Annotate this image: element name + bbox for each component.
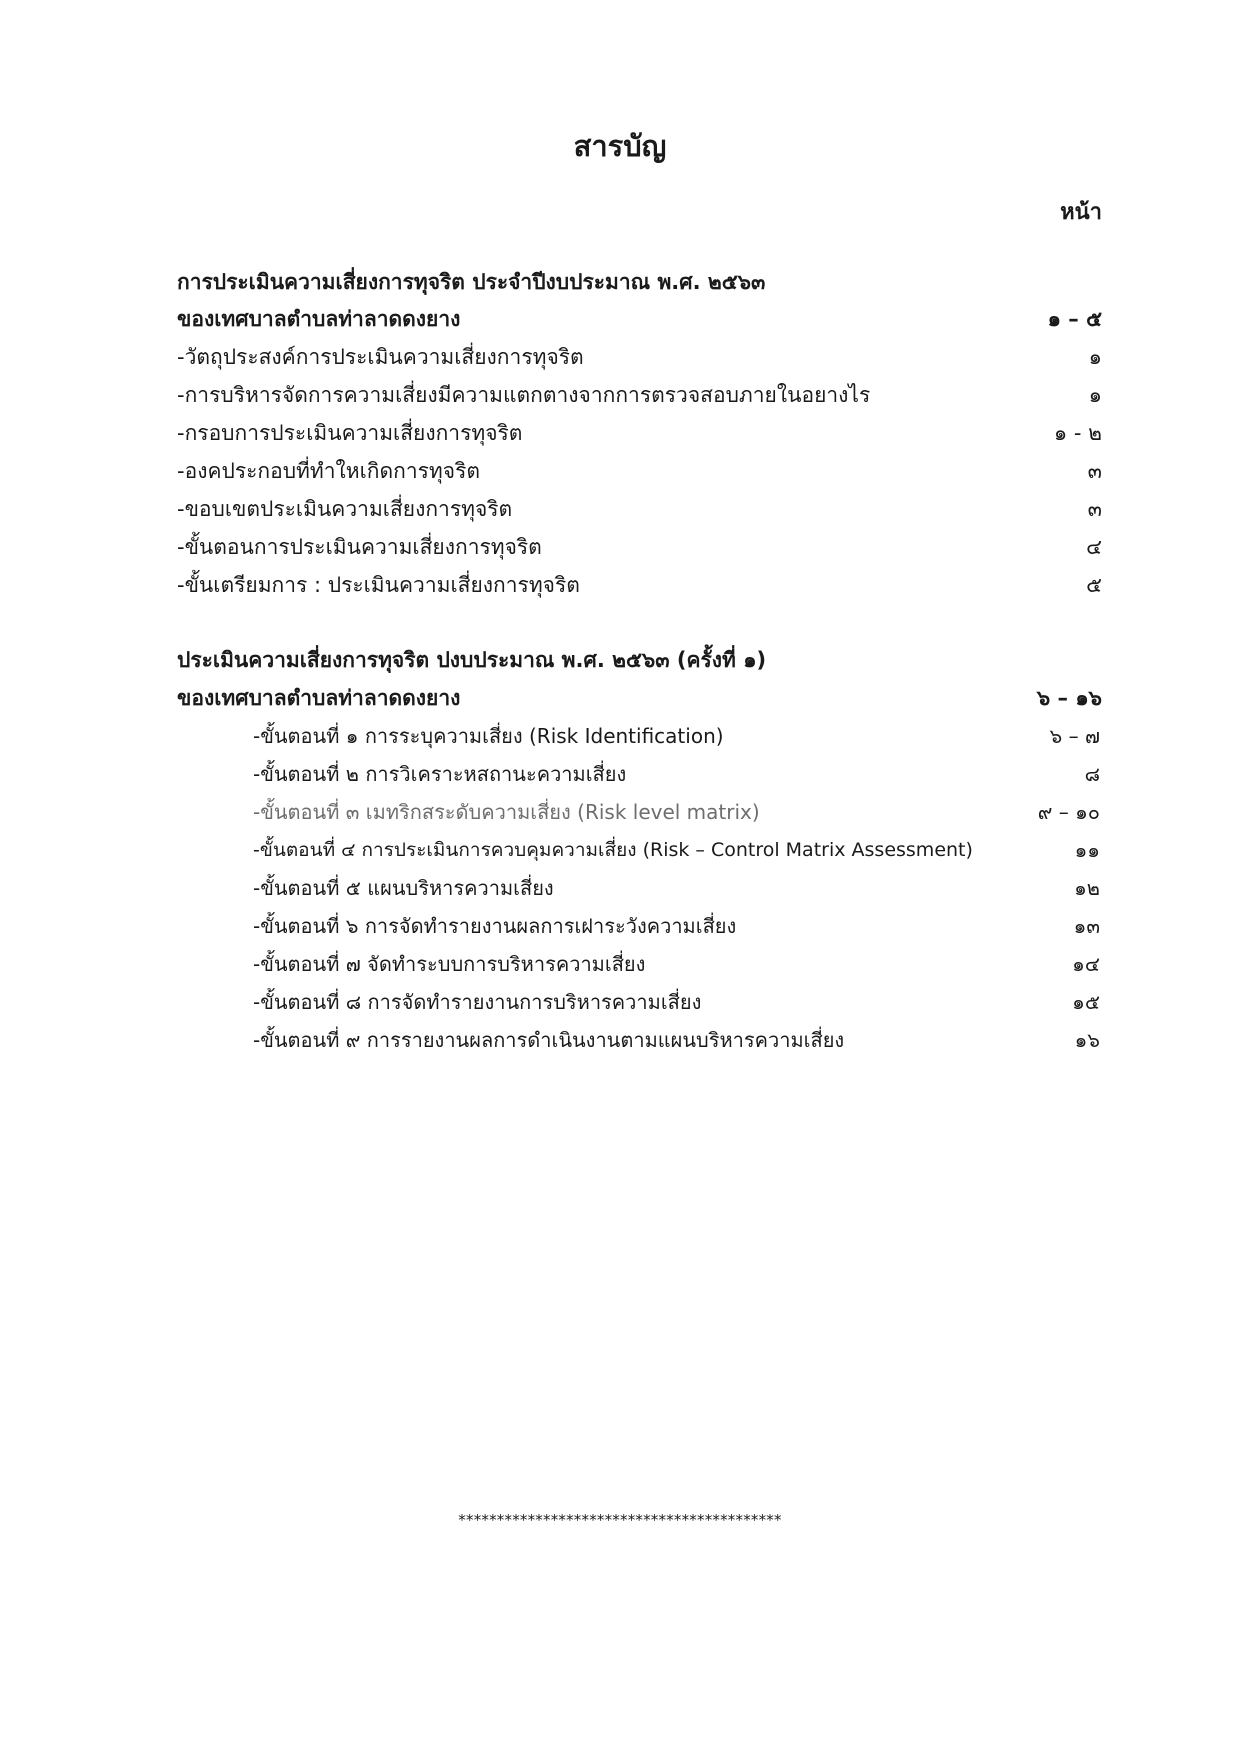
toc-item-text: -การบริหารจัดการความเสี่ยงมีความแตกตางจากการตรวจสอบภายในอยางไร (177, 383, 871, 407)
toc-item-page: ๓ (1087, 497, 1102, 521)
toc-item (0, 453, 1102, 490)
page-column-header: หน้า (1060, 200, 1102, 225)
toc-item-page: ๘ (1084, 762, 1100, 786)
section-subheading-text: ของเทศบาลตำบลท่าลาดดงยาง (177, 686, 461, 710)
page-title: สารบัญ (573, 129, 667, 163)
toc-item-text: -องคประกอบที่ทำใหเกิดการทุจริต (177, 459, 480, 483)
toc-item-page: ๑๒ (1074, 876, 1100, 900)
toc-item-page: ๓ (1087, 459, 1102, 483)
section-subheading (0, 301, 1102, 338)
section-page-number: ๑ – ๕ (1047, 307, 1102, 331)
section-heading (0, 264, 1104, 301)
toc-item-page: ๑๖ (1074, 1028, 1100, 1052)
toc-item (0, 1022, 1100, 1059)
toc-item-text: -ขั้นตอนที่ ๑ การระบุความเสี่ยง (Risk Identification) (253, 724, 724, 748)
toc-item-text: -ขั้นตอนที่ ๓ เมทริกสระดับความเสี่ยง (Risk level matrix) (253, 800, 760, 824)
toc-item (0, 832, 1100, 869)
section-subheading-text: ของเทศบาลตำบลท่าลาดดงยาง (177, 307, 461, 331)
toc-item-text: -ขอบเขตประเมินความเสี่ยงการทุจริต (177, 497, 513, 521)
toc-item (0, 567, 1102, 604)
toc-item-text: -ขั้นตอนที่ ๙ การรายงานผลการดำเนินงานตามแผนบริหารความเสี่ยง (253, 1028, 845, 1052)
toc-item-page: ๑๑ (1074, 838, 1100, 862)
toc-item (0, 946, 1100, 983)
toc-item-page: ๑๕ (1072, 990, 1100, 1014)
section-page-number: ๖ – ๑๖ (1036, 686, 1102, 710)
toc-item (0, 908, 1100, 945)
section-heading (0, 642, 1104, 679)
toc-item-text: -ขั้นตอนที่ ๕ แผนบริหารความเสี่ยง (253, 876, 554, 900)
toc-item-text: -ขั้นตอนการประเมินความเสี่ยงการทุจริต (177, 535, 542, 559)
toc-item (0, 491, 1102, 528)
toc-item (0, 718, 1100, 755)
toc-item-text: -ขั้นตอนที่ ๗ จัดทำระบบการบริหารความเสี่ยง (253, 952, 646, 976)
toc-item-text: -ขั้นตอนที่ ๒ การวิเคราะหสถานะความเสี่ยง (253, 762, 627, 786)
toc-item (0, 377, 1102, 414)
toc-item-page: ๑๔ (1072, 952, 1100, 976)
toc-item-text: -ขั้นตอนที่ ๔ การประเมินการควบคุมความเสี่ยง (Risk – Control Matrix Assessment) (253, 839, 973, 861)
toc-item (0, 794, 1100, 831)
toc-item-text: -ขั้นเตรียมการ : ประเมินความเสี่ยงการทุจริต (177, 573, 580, 597)
toc-item-page: ๑ (1088, 383, 1102, 407)
toc-item-page: ๔ (1086, 535, 1102, 559)
section-heading-text: การประเมินความเสี่ยงการทุจริต ประจำปีงบประมาณ พ.ศ. ๒๕๖๓ (177, 270, 766, 294)
toc-item-page: ๑ (1088, 345, 1102, 369)
toc-item (0, 756, 1100, 793)
toc-item (0, 984, 1100, 1021)
toc-item-page: ๕ (1086, 573, 1102, 597)
toc-item (0, 529, 1102, 566)
toc-item-text: -ขั้นตอนที่ ๘ การจัดทำรายงานการบริหารความเสี่ยง (253, 990, 702, 1014)
toc-item-text: -วัตถุประสงค์การประเมินความเสี่ยงการทุจริต (177, 345, 584, 369)
section-heading-text: ประเมินความเสี่ยงการทุจริต ปงบประมาณ พ.ศ. ๒๕๖๓ (ครั้งที่ ๑) (177, 648, 767, 672)
toc-item (0, 339, 1102, 376)
section-subheading (0, 680, 1102, 717)
footer-separator: ****************************************** (458, 1511, 782, 1529)
toc-item-text: -ขั้นตอนที่ ๖ การจัดทำรายงานผลการเฝาระวังความเสี่ยง (253, 914, 737, 938)
toc-item-page: ๖ – ๗ (1049, 724, 1100, 748)
toc-item-page: ๑ - ๒ (1053, 421, 1102, 445)
toc-item (0, 870, 1100, 907)
toc-item (0, 415, 1102, 452)
toc-item-text: -กรอบการประเมินความเสี่ยงการทุจริต (177, 421, 523, 445)
toc-item-page: ๑๓ (1073, 914, 1100, 938)
toc-item-page: ๙ – ๑๐ (1037, 800, 1100, 824)
